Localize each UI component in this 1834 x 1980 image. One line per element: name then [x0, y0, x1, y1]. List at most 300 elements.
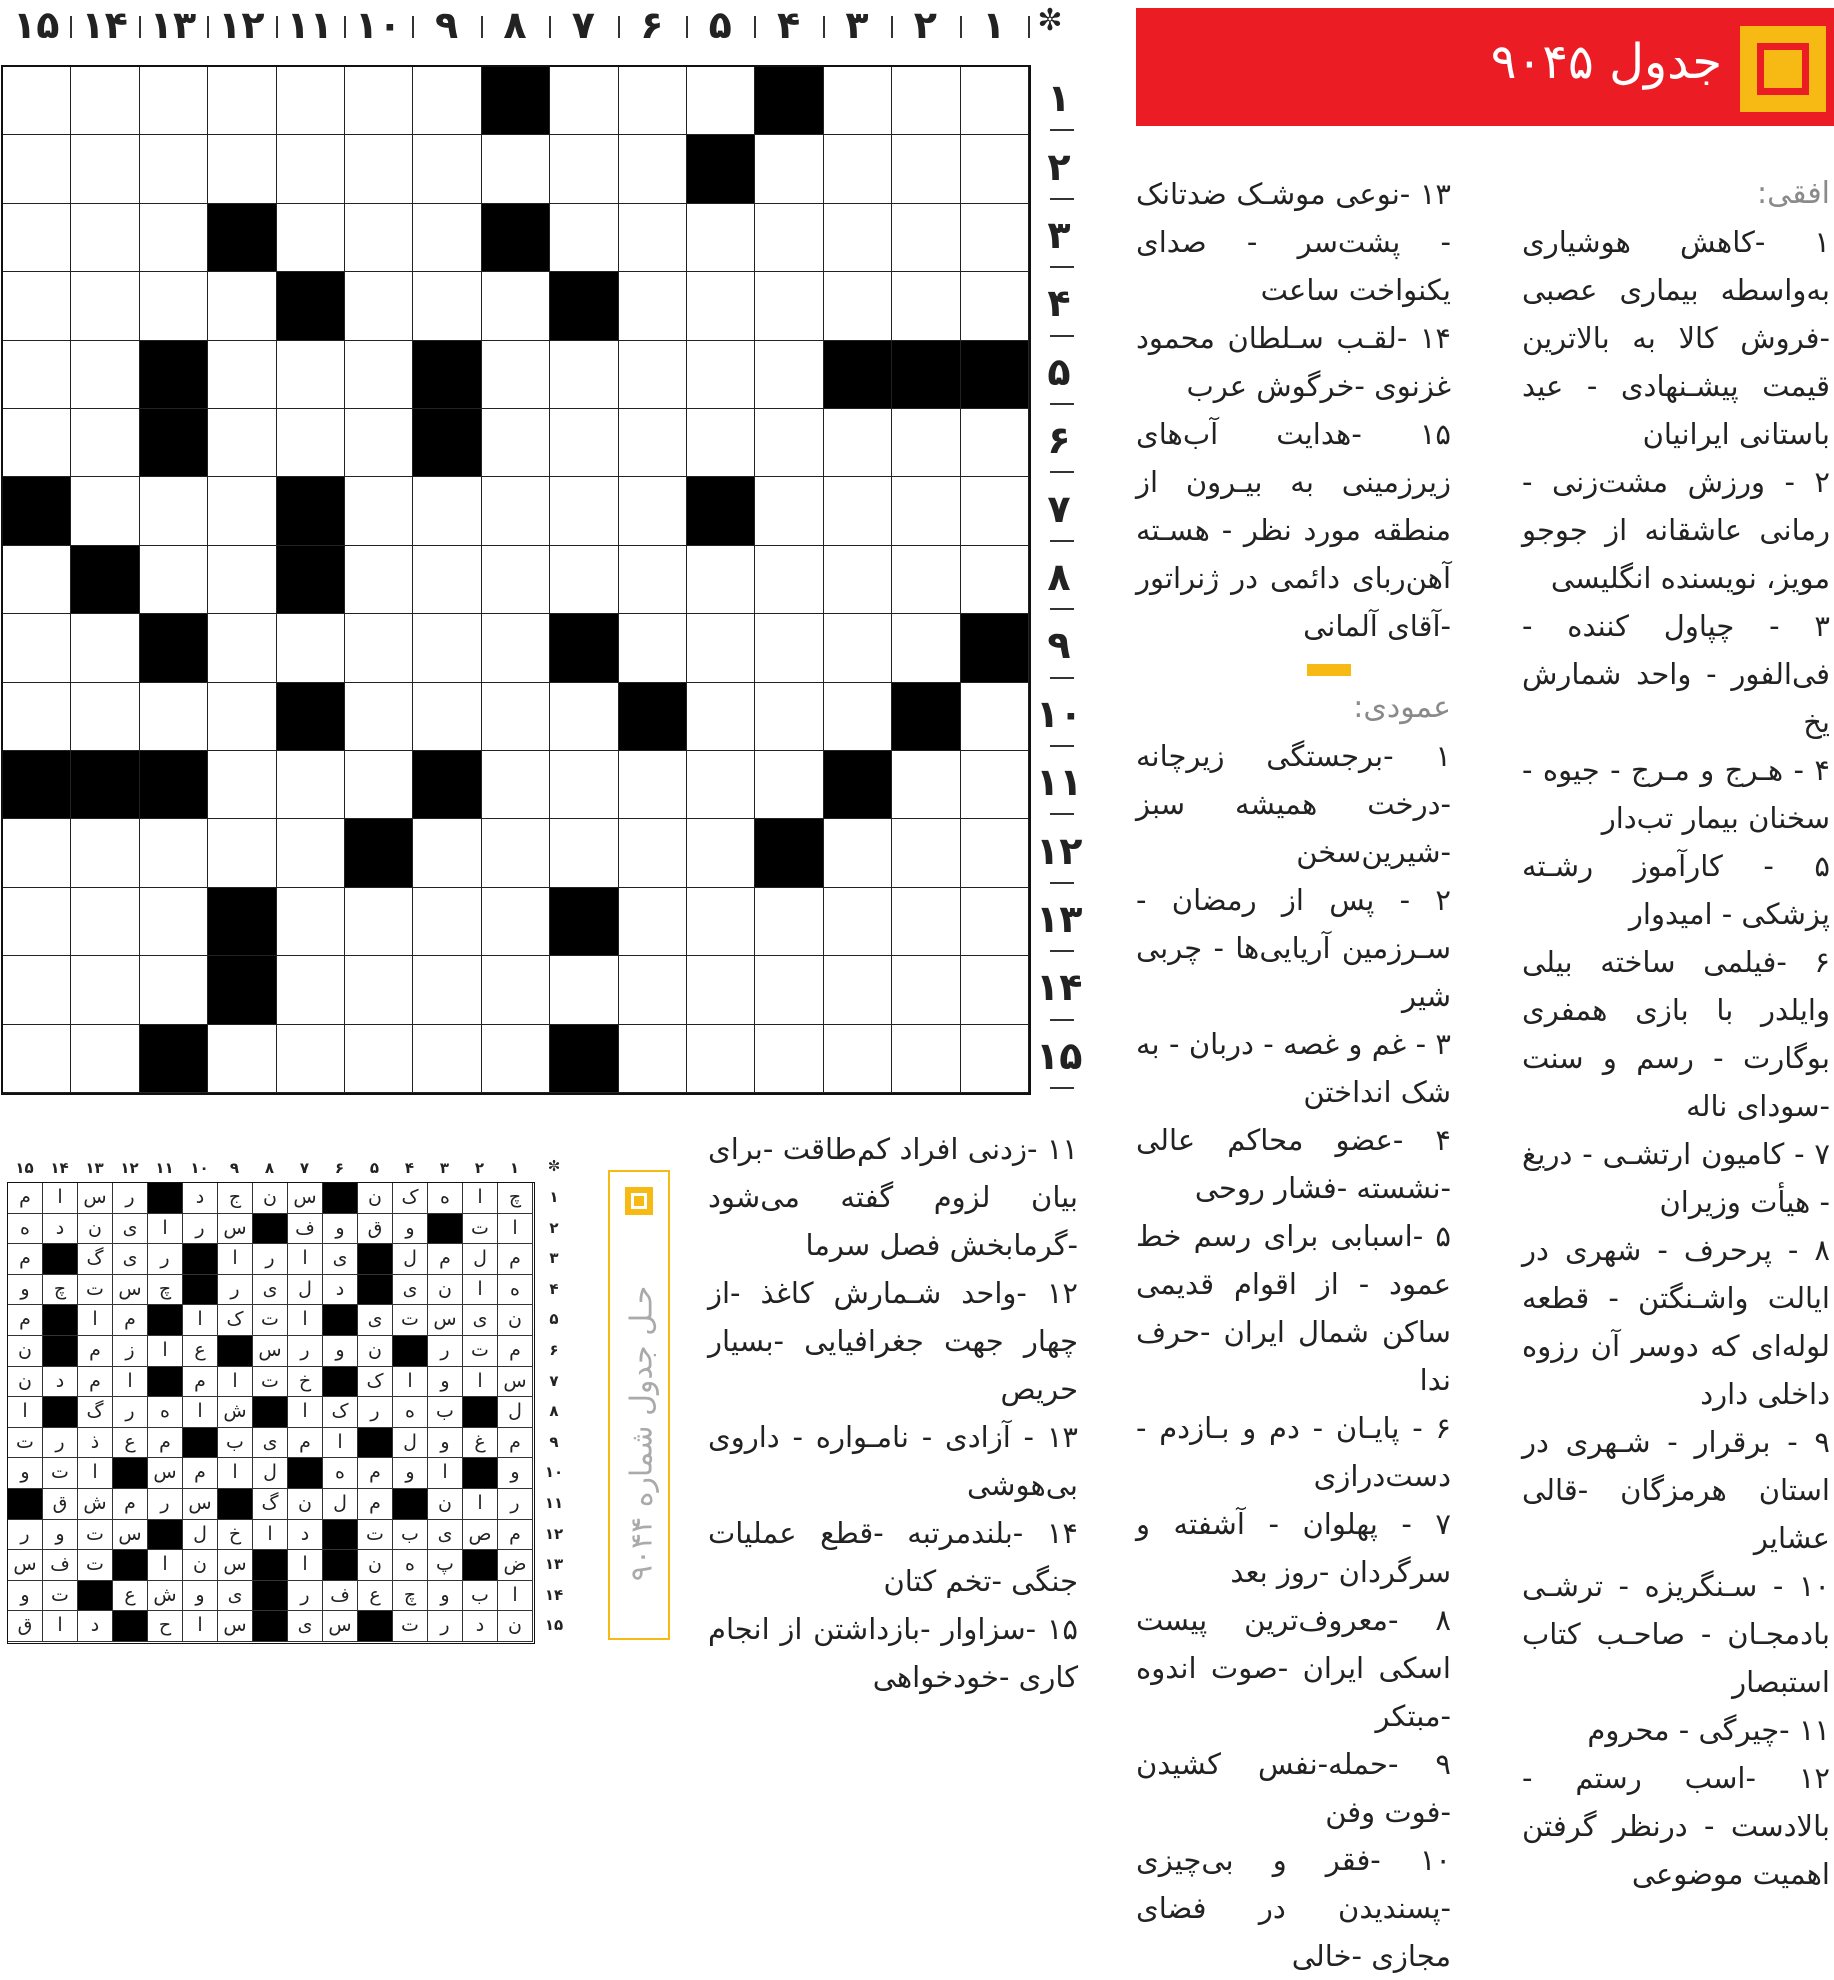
solution-row-number: ۷ [549, 1371, 559, 1390]
grid-cell[interactable] [413, 546, 481, 614]
solution-cell: ت [393, 1305, 428, 1336]
solution-cell: ا [498, 1581, 533, 1612]
solution-cell-black [43, 1336, 78, 1367]
grid-cell[interactable] [277, 409, 345, 477]
grid-cell[interactable] [961, 956, 1029, 1024]
across-clue: ۴ - هـرج و مـرج - جیوه - سخنان بیمار تب‌دار [1522, 753, 1830, 835]
grid-cell[interactable] [687, 204, 755, 272]
grid-cell-black [3, 477, 71, 545]
grid-cell[interactable] [413, 135, 481, 203]
grid-cell[interactable] [413, 614, 481, 682]
grid-cell[interactable] [687, 341, 755, 409]
grid-cell[interactable] [619, 341, 687, 409]
grid-cell[interactable] [140, 546, 208, 614]
grid-cell-black [619, 683, 687, 751]
grid-cell[interactable] [619, 614, 687, 682]
grid-cell-black [755, 819, 823, 887]
grid-cell[interactable] [277, 1025, 345, 1093]
grid-cell[interactable] [892, 204, 960, 272]
grid-cell[interactable] [482, 409, 550, 477]
solution-column-number: ۱ [509, 1159, 520, 1177]
solution-cell-black [323, 1520, 358, 1551]
grid-cell[interactable] [961, 477, 1029, 545]
solution-cell: ن [288, 1489, 323, 1520]
grid-cell[interactable] [3, 819, 71, 887]
solution-cell: م [428, 1244, 463, 1275]
grid-cell[interactable] [550, 956, 618, 1024]
grid-cell[interactable] [71, 272, 139, 340]
grid-cell[interactable] [961, 409, 1029, 477]
grid-cell[interactable] [550, 477, 618, 545]
grid-cell[interactable] [824, 956, 892, 1024]
grid-cell[interactable] [961, 546, 1029, 614]
column-separator [891, 16, 893, 38]
grid-cell[interactable] [482, 751, 550, 819]
solution-row-number: ۶ [549, 1341, 559, 1359]
grid-cell[interactable] [140, 272, 208, 340]
solution-cell: ت [463, 1336, 498, 1367]
grid-cell[interactable] [413, 888, 481, 956]
grid-cell[interactable] [71, 67, 139, 135]
solution-cell-black [113, 1458, 148, 1489]
solution-row-number: ۱۱ [544, 1494, 564, 1512]
grid-cell[interactable] [208, 819, 276, 887]
solution-cell: ا [288, 1550, 323, 1581]
column-number: ۲ [913, 3, 937, 47]
solution-corner-star: ✼ [547, 1157, 561, 1175]
solution-cell: ی [253, 1428, 288, 1459]
solution-cell: ا [148, 1214, 183, 1245]
solution-cell-black [358, 1275, 393, 1306]
solution-row-number: ۴ [549, 1279, 559, 1298]
grid-cell[interactable] [550, 546, 618, 614]
grid-cell[interactable] [687, 1025, 755, 1093]
grid-cell[interactable] [140, 956, 208, 1024]
solution-cell: ج [218, 1183, 253, 1214]
grid-cell[interactable] [345, 888, 413, 956]
grid-cell[interactable] [482, 614, 550, 682]
solution-cell-black [253, 1214, 288, 1245]
solution-column-number: ۱۳ [85, 1159, 104, 1177]
grid-cell[interactable] [755, 683, 823, 751]
grid-cell[interactable] [71, 683, 139, 751]
grid-cell[interactable] [208, 477, 276, 545]
column-number: ۱۴ [81, 3, 128, 47]
solution-cell: ق [358, 1214, 393, 1245]
grid-cell[interactable] [3, 546, 71, 614]
solution-cell: ا [218, 1244, 253, 1275]
grid-cell[interactable] [345, 409, 413, 477]
grid-cell[interactable] [140, 683, 208, 751]
grid-cell[interactable] [550, 204, 618, 272]
grid-cell[interactable] [619, 888, 687, 956]
across-clue: ۱۲ -اسب رستم - بالادست - درنظر گرفتن اهمیت موضوعی [1522, 1761, 1830, 1891]
down-clue: ۱۲ -واحد شـمارش کاغذ -از چهار جهت جغرافیایی -بسیار حریص [708, 1276, 1078, 1406]
grid-cell[interactable] [755, 956, 823, 1024]
grid-cell[interactable] [619, 477, 687, 545]
grid-cell[interactable] [140, 135, 208, 203]
grid-cell[interactable] [413, 819, 481, 887]
grid-cell[interactable] [892, 888, 960, 956]
grid-cell[interactable] [755, 477, 823, 545]
solution-cell: ت [358, 1520, 393, 1551]
grid-cell[interactable] [413, 67, 481, 135]
solution-cell-black [323, 1550, 358, 1581]
column-separator [686, 16, 688, 38]
grid-cell[interactable] [345, 956, 413, 1024]
grid-cell[interactable] [824, 819, 892, 887]
grid-cell[interactable] [892, 614, 960, 682]
grid-cell[interactable] [550, 751, 618, 819]
solution-row-numbers [540, 1182, 568, 1644]
solution-cell-black [393, 1336, 428, 1367]
grid-cell[interactable] [961, 67, 1029, 135]
grid-cell[interactable] [277, 341, 345, 409]
grid-cell[interactable] [71, 614, 139, 682]
solution-cell: ا [463, 1275, 498, 1306]
grid-cell[interactable] [892, 135, 960, 203]
grid-cell[interactable] [619, 546, 687, 614]
grid-cell[interactable] [755, 546, 823, 614]
solution-cell: س [218, 1550, 253, 1581]
solution-cell: م [183, 1367, 218, 1398]
grid-cell[interactable] [208, 341, 276, 409]
grid-cell[interactable] [140, 888, 208, 956]
grid-cell[interactable] [140, 204, 208, 272]
crossword-grid [1, 65, 1031, 1095]
grid-cell[interactable] [961, 751, 1029, 819]
grid-cell[interactable] [482, 956, 550, 1024]
grid-cell[interactable] [3, 409, 71, 477]
grid-cell[interactable] [3, 956, 71, 1024]
column-separator [754, 16, 756, 38]
grid-cell[interactable] [277, 751, 345, 819]
solution-cell: س [8, 1550, 43, 1581]
grid-cell[interactable] [755, 272, 823, 340]
grid-cell[interactable] [824, 614, 892, 682]
solution-cell: ق [43, 1489, 78, 1520]
grid-cell[interactable] [71, 409, 139, 477]
grid-cell[interactable] [277, 135, 345, 203]
grid-cell[interactable] [961, 888, 1029, 956]
grid-cell[interactable] [413, 683, 481, 751]
grid-cell[interactable] [3, 614, 71, 682]
grid-cell[interactable] [345, 614, 413, 682]
row-number: ۱۰ [1036, 691, 1083, 736]
grid-cell[interactable] [71, 477, 139, 545]
grid-cell[interactable] [208, 614, 276, 682]
grid-cell[interactable] [482, 477, 550, 545]
solution-cell: ه [498, 1275, 533, 1306]
grid-cell[interactable] [619, 204, 687, 272]
grid-cell[interactable] [755, 135, 823, 203]
solution-column-numbers [0, 1155, 570, 1181]
solution-cell-black [43, 1397, 78, 1428]
grid-cell[interactable] [208, 1025, 276, 1093]
grid-cell[interactable] [71, 341, 139, 409]
column-number: ۹ [434, 3, 459, 47]
grid-cell[interactable] [413, 204, 481, 272]
grid-cell[interactable] [687, 272, 755, 340]
grid-cell[interactable] [345, 272, 413, 340]
grid-cell[interactable] [208, 135, 276, 203]
grid-cell[interactable] [277, 819, 345, 887]
grid-cell[interactable] [3, 204, 71, 272]
grid-cell[interactable] [71, 1025, 139, 1093]
solution-cell: ا [78, 1458, 113, 1489]
solution-cell: گ [253, 1489, 288, 1520]
grid-cell[interactable] [755, 614, 823, 682]
grid-cell[interactable] [277, 888, 345, 956]
column-separator [70, 16, 72, 38]
grid-cell[interactable] [824, 204, 892, 272]
grid-cell[interactable] [3, 888, 71, 956]
grid-cell[interactable] [140, 477, 208, 545]
grid-cell[interactable] [550, 819, 618, 887]
solution-cell: و [428, 1581, 463, 1612]
solution-cell-black [148, 1305, 183, 1336]
grid-cell[interactable] [619, 67, 687, 135]
grid-cell[interactable] [961, 272, 1029, 340]
grid-cell[interactable] [413, 956, 481, 1024]
grid-cell[interactable] [208, 409, 276, 477]
solution-cell: ن [8, 1367, 43, 1398]
grid-cell[interactable] [71, 956, 139, 1024]
solution-cell-black [183, 1428, 218, 1459]
down-clues-continued [708, 1125, 1078, 1701]
row-separator [1050, 608, 1074, 610]
grid-cell[interactable] [892, 819, 960, 887]
solution-cell: ا [183, 1611, 218, 1642]
solution-cell: ر [113, 1397, 148, 1428]
grid-cell[interactable] [413, 477, 481, 545]
grid-cell[interactable] [71, 888, 139, 956]
grid-cell[interactable] [687, 888, 755, 956]
grid-cell[interactable] [961, 819, 1029, 887]
grid-cell[interactable] [892, 477, 960, 545]
solution-cell-black [463, 1458, 498, 1489]
solution-cell: د [323, 1275, 358, 1306]
solution-cell-black [323, 1305, 358, 1336]
grid-cell[interactable] [345, 1025, 413, 1093]
grid-cell[interactable] [892, 272, 960, 340]
grid-cell-black [892, 341, 960, 409]
column-number: ۸ [503, 3, 527, 47]
grid-cell[interactable] [3, 272, 71, 340]
grid-cell[interactable] [208, 751, 276, 819]
grid-cell[interactable] [482, 683, 550, 751]
solution-cell-black [183, 1275, 218, 1306]
grid-cell[interactable] [550, 341, 618, 409]
solution-cell: ا [288, 1305, 323, 1336]
grid-cell[interactable] [208, 272, 276, 340]
grid-cell[interactable] [482, 1025, 550, 1093]
solution-cell: گ [78, 1244, 113, 1275]
across-clue: ۱۴ -لقـب سـلطان محمود غزنوی -خرگوش عرب [1136, 321, 1451, 403]
grid-cell[interactable] [892, 67, 960, 135]
grid-cell[interactable] [550, 135, 618, 203]
grid-cell[interactable] [961, 683, 1029, 751]
solution-column-number: ۱۰ [190, 1159, 209, 1177]
grid-cell[interactable] [687, 614, 755, 682]
grid-cell-black [413, 341, 481, 409]
solution-cell-black [218, 1336, 253, 1367]
grid-cell[interactable] [482, 819, 550, 887]
grid-cell[interactable] [687, 683, 755, 751]
grid-cell[interactable] [619, 135, 687, 203]
grid-cell[interactable] [550, 67, 618, 135]
grid-cell[interactable] [619, 409, 687, 477]
grid-cell[interactable] [3, 67, 71, 135]
grid-cell[interactable] [619, 751, 687, 819]
grid-cell[interactable] [277, 67, 345, 135]
grid-cell[interactable] [824, 272, 892, 340]
grid-cell[interactable] [277, 204, 345, 272]
grid-cell[interactable] [755, 341, 823, 409]
down-clue: ۱۳ - آزادی - نامـواره - داروی بی‌هوشی [708, 1420, 1078, 1502]
solution-cell: م [113, 1305, 148, 1336]
grid-cell[interactable] [482, 272, 550, 340]
solution-cell: ن [358, 1183, 393, 1214]
grid-cell[interactable] [687, 956, 755, 1024]
solution-cell: غ [463, 1428, 498, 1459]
solution-cell: ش [78, 1489, 113, 1520]
grid-cell[interactable] [345, 135, 413, 203]
grid-cell[interactable] [140, 67, 208, 135]
grid-cell[interactable] [824, 683, 892, 751]
solution-cell: ت [78, 1520, 113, 1551]
grid-cell[interactable] [345, 67, 413, 135]
grid-cell[interactable] [619, 272, 687, 340]
grid-cell[interactable] [824, 477, 892, 545]
solution-cell: ن [428, 1275, 463, 1306]
grid-cell[interactable] [482, 341, 550, 409]
grid-cell[interactable] [71, 204, 139, 272]
across-clue: ۳ - چپاول کننده - فی‌الفور - واحد شمارش یخ [1522, 609, 1830, 739]
grid-cell[interactable] [755, 751, 823, 819]
solution-cell: م [8, 1305, 43, 1336]
solution-cell: ا [148, 1336, 183, 1367]
grid-cell[interactable] [277, 614, 345, 682]
solution-cell: ش [148, 1581, 183, 1612]
grid-cell[interactable] [619, 1025, 687, 1093]
solution-cell: ی [323, 1244, 358, 1275]
down-clue: ۷ - پهلوان - آشفته و سرگردان -روز بعد [1136, 1507, 1451, 1589]
across-clue: ۱۱ -چیرگی - محروم [1587, 1713, 1830, 1747]
grid-cell[interactable] [824, 67, 892, 135]
grid-cell[interactable] [687, 546, 755, 614]
grid-cell[interactable] [208, 67, 276, 135]
grid-cell[interactable] [687, 819, 755, 887]
solution-cell: ا [78, 1305, 113, 1336]
row-separator [1050, 266, 1074, 268]
row-separator [1050, 882, 1074, 884]
grid-cell[interactable] [345, 546, 413, 614]
grid-cell[interactable] [550, 409, 618, 477]
solution-cell: ی [463, 1305, 498, 1336]
grid-cell[interactable] [482, 546, 550, 614]
grid-cell[interactable] [3, 683, 71, 751]
grid-cell[interactable] [413, 272, 481, 340]
grid-cell[interactable] [755, 1025, 823, 1093]
grid-cell-black [277, 683, 345, 751]
down-clue: ۲ - پس از رمضان - سـرزمین آریایی‌ها - چربی شیر [1136, 883, 1451, 1013]
grid-cell-black [550, 272, 618, 340]
grid-cell[interactable] [71, 819, 139, 887]
grid-cell[interactable] [824, 1025, 892, 1093]
grid-cell-black [550, 888, 618, 956]
grid-cell[interactable] [687, 751, 755, 819]
grid-cell[interactable] [550, 683, 618, 751]
grid-cell[interactable] [345, 341, 413, 409]
grid-cell[interactable] [892, 546, 960, 614]
solution-cell: ه [148, 1397, 183, 1428]
grid-cell-black [961, 614, 1029, 682]
grid-cell[interactable] [755, 204, 823, 272]
solution-cell: ا [288, 1244, 323, 1275]
grid-cell[interactable] [3, 341, 71, 409]
grid-cell[interactable] [824, 135, 892, 203]
grid-cell[interactable] [345, 477, 413, 545]
grid-cell[interactable] [755, 409, 823, 477]
grid-cell[interactable] [277, 956, 345, 1024]
down-clue: ۱۵ -سزاوار -بازداشتن از انجام کاری -خودخواهی [708, 1612, 1078, 1694]
solution-cell: خ [288, 1367, 323, 1398]
grid-cell[interactable] [140, 819, 208, 887]
grid-cell[interactable] [892, 1025, 960, 1093]
grid-cell[interactable] [619, 956, 687, 1024]
grid-cell[interactable] [687, 409, 755, 477]
grid-cell-black [140, 409, 208, 477]
grid-cell[interactable] [687, 67, 755, 135]
across-clue: ۲ - ورزش مشت‌زنی - رمانی عاشقانه از جوجو مویز، نویسنده انگلیسی [1522, 465, 1830, 595]
grid-cell[interactable] [824, 409, 892, 477]
solution-cell: ت [43, 1581, 78, 1612]
column-numbers [0, 0, 1080, 50]
grid-cell[interactable] [892, 956, 960, 1024]
grid-cell[interactable] [482, 888, 550, 956]
solution-cell: ی [253, 1275, 288, 1306]
grid-cell[interactable] [413, 1025, 481, 1093]
grid-cell[interactable] [345, 204, 413, 272]
column-number: ۷ [571, 3, 595, 47]
column-separator [139, 16, 141, 38]
solution-cell: چ [43, 1275, 78, 1306]
grid-cell[interactable] [961, 135, 1029, 203]
grid-cell[interactable] [892, 751, 960, 819]
grid-cell[interactable] [824, 546, 892, 614]
down-clue: ۵ -اسبابی برای رسم خط عمود - از اقوام قدیمی ساکن شمال ایران -حرف ندا [1136, 1219, 1451, 1397]
grid-cell[interactable] [482, 135, 550, 203]
grid-cell[interactable] [3, 135, 71, 203]
grid-cell[interactable] [208, 683, 276, 751]
grid-cell[interactable] [208, 546, 276, 614]
across-clue: ۹ - برقرار - شـهری در استان هرمزگان -قالی عشایر [1522, 1425, 1830, 1555]
grid-cell[interactable] [824, 888, 892, 956]
grid-cell-black [277, 272, 345, 340]
puzzle-title: جدول ۹۰۴۵ [1490, 34, 1722, 90]
grid-cell[interactable] [345, 751, 413, 819]
grid-cell[interactable] [345, 683, 413, 751]
grid-cell[interactable] [961, 1025, 1029, 1093]
grid-cell[interactable] [619, 819, 687, 887]
grid-cell[interactable] [892, 409, 960, 477]
grid-cell[interactable] [3, 1025, 71, 1093]
grid-cell[interactable] [961, 204, 1029, 272]
grid-cell[interactable] [755, 888, 823, 956]
solution-cell: ل [393, 1244, 428, 1275]
grid-cell[interactable] [71, 135, 139, 203]
